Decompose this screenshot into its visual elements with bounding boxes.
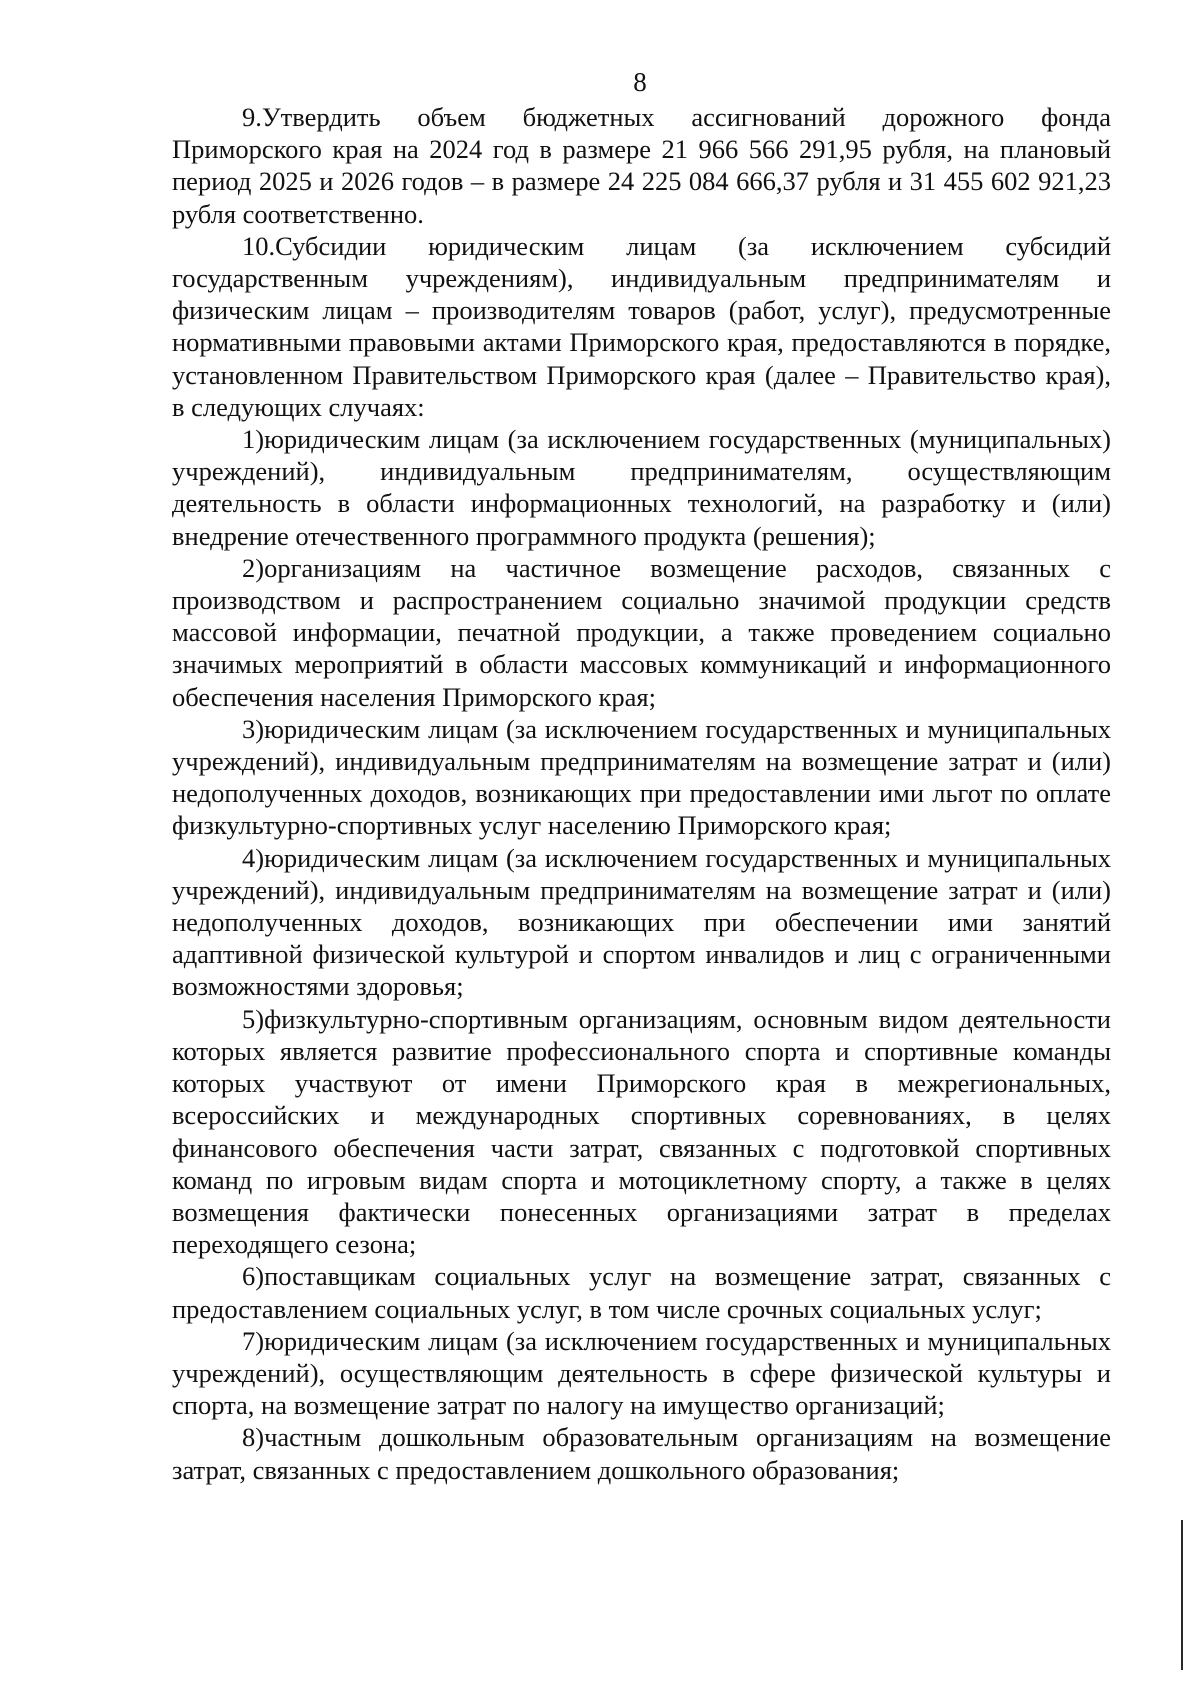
list-item-3: 3)юридическим лицам (за исключением государственных и муниципальных учреждений), индивидуальным предпринимателям на возмещение затрат и (или) недополученных доходов, возникающих при предоставлении ими льгот по оплате физкультурно-спортивных услуг населению Приморского края; <box>172 713 1111 841</box>
list-item-2: 2)организациям на частичное возмещение расходов, связанных с производством и распространением социально значимой продукции средств массовой информации, печатной продукции, а также проведением социально значимых мероприятий в области массовых коммуникаций и информационного обеспечения населения Приморского края; <box>172 552 1111 712</box>
document-body <box>172 101 1111 1486</box>
list-item-5: 5)физкультурно-спортивным организациям, основным видом деятельности которых является развитие профессионального спорта и спортивные команды которых участвуют от имени Приморского края в межрегиональных, всероссийских и международных спортивных соревнованиях, в целях финансового обеспечения части затрат, связанных с подготовкой спортивных команд по игровым видам спорта и мотоциклетному спорту, а также в целях возмещения фактически понесенных организациями затрат в пределах переходящего сезона; <box>172 1003 1111 1260</box>
list-item-7: 7)юридическим лицам (за исключением государственных и муниципальных учреждений), осуществляющим деятельность в сфере физической культуры и спорта, на возмещение затрат по налогу на имущество организаций; <box>172 1325 1111 1421</box>
list-item-8: 8)частным дошкольным образовательным организациям на возмещение затрат, связанных с предоставлением дошкольного образования; <box>172 1422 1111 1485</box>
paragraph-9: 9.Утвердить объем бюджетных ассигнований дорожного фонда Приморского края на 2024 год в размере 21 966 566 291,95 рубля, на плановый период 2025 и 2026 годов – в размере 24 225 084 666,37 рубля и 31 455 602 921,23 рубля соответственно. <box>172 102 1111 229</box>
paragraph-10: 10.Субсидии юридическим лицам (за исключением субсидий государственным учреждениям), индивидуальным предпринимателям и физическим лицам – производителям товаров (работ, услуг), предусмотренные нормативными правовыми актами Приморского края, предоставляются в порядке, установленном Правительством Приморского края (далее – Правительство края), в следующих случаях: <box>172 230 1111 422</box>
scan-edge-line <box>1181 1520 1183 1670</box>
list-item-4: 4)юридическим лицам (за исключением государственных и муниципальных учреждений), индивидуальным предпринимателям на возмещение затрат и (или) недополученных доходов, возникающих при обеспечении ими занятий адаптивной физической культурой и спортом инвалидов и лиц с ограниченными возможностями здоровья; <box>172 842 1111 1002</box>
list-item-6: 6)поставщикам социальных услуг на возмещение затрат, связанных с предоставлением социальных услуг, в том числе срочных социальных услуг; <box>172 1261 1111 1324</box>
page-number: 8 <box>633 67 647 97</box>
list-item-1: 1)юридическим лицам (за исключением государственных (муниципальных) учреждений), индивидуальным предпринимателям, осуществляющим деятельность в области информационных технологий, на разработку и (или) внедрение отечественного программного продукта (решения); <box>172 424 1111 551</box>
